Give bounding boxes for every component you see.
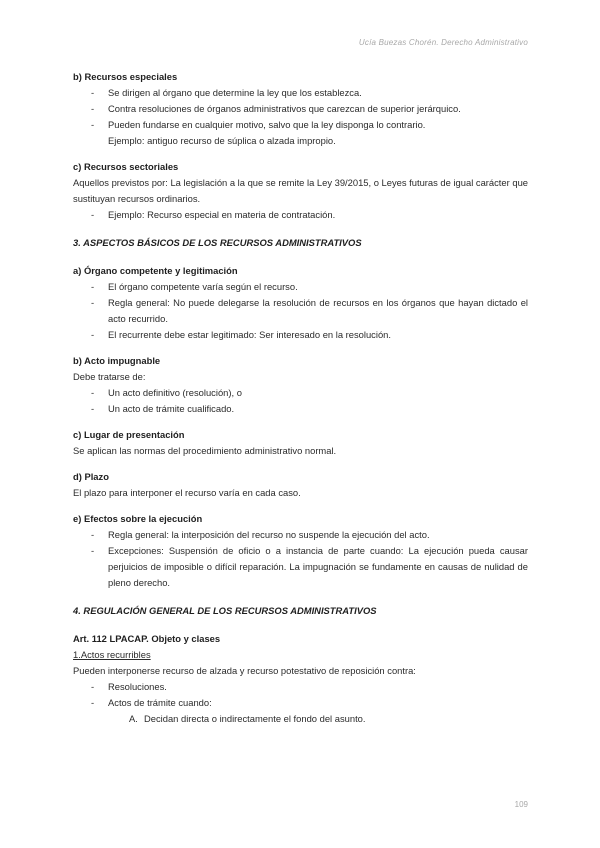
paragraph-sectoriales: Aquellos previstos por: La legislación a la que se remite la Ley 39/2015, o Leyes futuras de igual carácter que sustituyan recursos ordinarios.: [73, 177, 528, 204]
list-item: - Excepciones: Suspensión de oficio o a instancia de parte cuando: La ejecución pueda causar perjuicios de imposible o difícil reparación. La impugnación se fundamente en causas de nulidad de pleno derecho.: [73, 543, 528, 591]
heading-recursos-sectoriales: c) Recursos sectoriales: [73, 161, 179, 172]
list-sectoriales: [73, 207, 528, 223]
list-item: - El recurrente debe estar legitimado: Ser interesado en la resolución.: [73, 327, 528, 343]
heading-efectos-ejecucion: e) Efectos sobre la ejecución: [73, 513, 203, 524]
heading-lugar-presentacion: c) Lugar de presentación: [73, 429, 185, 440]
list-organo: [73, 279, 528, 343]
page-number: 109: [514, 800, 528, 809]
heading-recursos-especiales: b) Recursos especiales: [73, 71, 178, 82]
paragraph-lugar: Se aplican las normas del procedimiento administrativo normal.: [73, 445, 337, 456]
section-4-heading: 4. REGULACIÓN GENERAL DE LOS RECURSOS ADMINISTRATIVOS: [73, 605, 377, 616]
list-item: - El órgano competente varía según el recurso.: [73, 279, 528, 295]
subheading-actos-recurribles: 1.Actos recurribles: [73, 649, 151, 660]
example-text: Ejemplo: antiguo recurso de súplica o alzada impropio.: [108, 135, 336, 146]
list-item: - Resoluciones.: [73, 679, 528, 695]
list-item: - Ejemplo: Recurso especial en materia de contratación.: [73, 207, 528, 223]
list-efectos: [73, 527, 528, 591]
section-3-heading: 3. ASPECTOS BÁSICOS DE LOS RECURSOS ADMINISTRATIVOS: [73, 237, 362, 248]
list-item: - Contra resoluciones de órganos administrativos que carezcan de superior jerárquico.: [73, 101, 528, 117]
heading-plazo: d) Plazo: [73, 471, 109, 482]
sub-list-marker: A.: [129, 713, 138, 724]
heading-acto-impugnable: b) Acto impugnable: [73, 355, 161, 366]
list-item: - Pueden fundarse en cualquier motivo, salvo que la ley disponga lo contrario.: [73, 117, 528, 133]
list-item: - Actos de trámite cuando:: [73, 695, 528, 711]
paragraph-plazo: El plazo para interponer el recurso varía en cada caso.: [73, 487, 301, 498]
heading-art-112: Art. 112 LPACAP. Objeto y clases: [73, 633, 221, 644]
list-art-112: [73, 679, 528, 711]
list-acto: [73, 385, 528, 417]
sub-list-text: Decidan directa o indirectamente el fondo del asunto.: [144, 713, 366, 724]
list-item: - Se dirigen al órgano que determine la ley que los establezca.: [73, 85, 528, 101]
list-item: - Regla general: la interposición del recurso no suspende la ejecución del acto.: [73, 527, 528, 543]
paragraph-acto: Debe tratarse de:: [73, 371, 146, 382]
list-recursos-especiales: [73, 85, 528, 133]
list-item: - Un acto de trámite cualificado.: [73, 401, 528, 417]
heading-organo-competente: a) Órgano competente y legitimación: [73, 265, 238, 276]
page-content: [73, 69, 528, 727]
sub-list-item: [73, 711, 528, 727]
list-item: - Un acto definitivo (resolución), o: [73, 385, 528, 401]
list-item: - Regla general: No puede delegarse la resolución de recursos en los órganos que hayan dictado el acto recurrido.: [73, 295, 528, 327]
running-header: Ucía Buezas Chorén. Derecho Administrativo: [358, 38, 528, 47]
paragraph-art-112: Pueden interponerse recurso de alzada y recurso potestativo de reposición contra:: [73, 665, 416, 676]
